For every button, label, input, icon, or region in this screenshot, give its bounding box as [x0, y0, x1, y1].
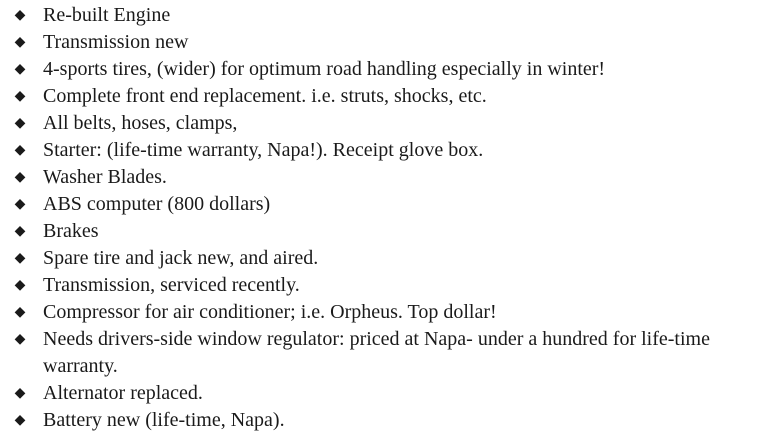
diamond-bullet-icon: ◆ — [14, 251, 26, 266]
list-item — [0, 2, 758, 29]
list-item-text: Washer Blades. — [43, 166, 167, 188]
list-item — [0, 218, 758, 245]
diamond-bullet-icon: ◆ — [14, 35, 26, 50]
document-page — [0, 2, 758, 434]
diamond-bullet-icon: ◆ — [14, 332, 26, 347]
feature-list — [0, 2, 758, 434]
list-item-text: Compressor for air conditioner; i.e. Orpheus. Top dollar! — [43, 301, 497, 323]
list-item-text: All belts, hoses, clamps, — [43, 112, 238, 134]
list-item — [0, 299, 758, 326]
diamond-bullet-icon: ◆ — [14, 305, 26, 320]
diamond-bullet-icon: ◆ — [14, 8, 26, 23]
list-item — [0, 245, 758, 272]
diamond-bullet-icon: ◆ — [14, 116, 26, 131]
list-item — [0, 137, 758, 164]
list-item — [0, 272, 758, 299]
diamond-bullet-icon: ◆ — [14, 278, 26, 293]
list-item — [0, 56, 758, 83]
list-item-text: Battery new (life-time, Napa). — [43, 409, 285, 431]
list-item-text: Brakes — [43, 220, 99, 242]
list-item-text: ABS computer (800 dollars) — [43, 193, 271, 215]
list-item-text: 4-sports tires, (wider) for optimum road handling especially in winter! — [43, 58, 606, 80]
diamond-bullet-icon: ◆ — [14, 197, 26, 212]
diamond-bullet-icon: ◆ — [14, 386, 26, 401]
diamond-bullet-icon: ◆ — [14, 89, 26, 104]
diamond-bullet-icon: ◆ — [14, 413, 26, 428]
list-item-text: Spare tire and jack new, and aired. — [43, 247, 319, 269]
list-item-text: Needs drivers-side window regulator: priced at Napa- under a hundred for life-time warranty. — [43, 328, 710, 377]
list-item — [0, 326, 758, 380]
list-item — [0, 83, 758, 110]
list-item-text: Alternator replaced. — [43, 382, 203, 404]
list-item-text: Transmission new — [43, 31, 189, 53]
list-item-text: Starter: (life-time warranty, Napa!). Receipt glove box. — [43, 139, 484, 161]
list-item-text: Re-built Engine — [43, 4, 171, 26]
list-item — [0, 29, 758, 56]
diamond-bullet-icon: ◆ — [14, 62, 26, 77]
list-item — [0, 164, 758, 191]
list-item — [0, 407, 758, 434]
list-item-text: Complete front end replacement. i.e. struts, shocks, etc. — [43, 85, 487, 107]
diamond-bullet-icon: ◆ — [14, 170, 26, 185]
diamond-bullet-icon: ◆ — [14, 224, 26, 239]
list-item — [0, 380, 758, 407]
list-item-text: Transmission, serviced recently. — [43, 274, 300, 296]
list-item — [0, 110, 758, 137]
diamond-bullet-icon: ◆ — [14, 143, 26, 158]
list-item — [0, 191, 758, 218]
